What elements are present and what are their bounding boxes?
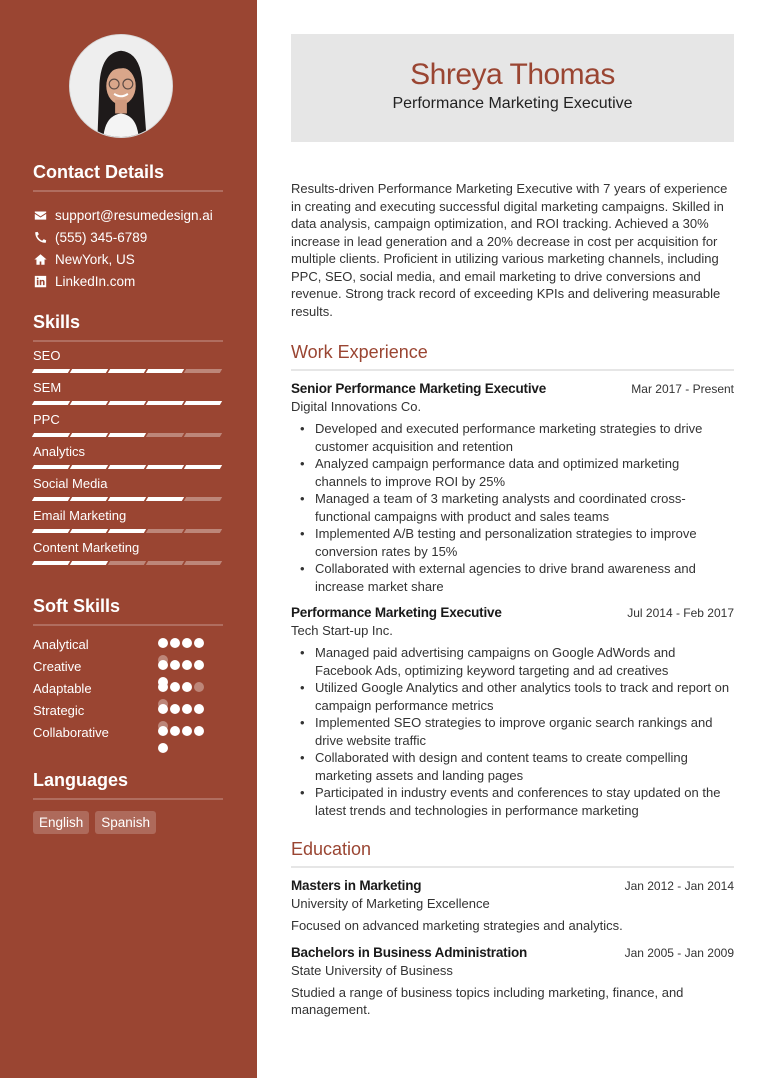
skill-level-segment <box>184 497 222 501</box>
contact-email-text: support@resumedesign.ai <box>55 207 213 223</box>
work-title: Work Experience <box>291 342 734 371</box>
rating-dot <box>158 638 168 648</box>
job-entry <box>291 605 734 819</box>
contact-phone[interactable] <box>33 226 223 248</box>
skill-level-segment <box>32 433 70 437</box>
education-header <box>291 878 734 893</box>
envelope-icon <box>33 208 47 222</box>
skill-level-segment <box>184 433 222 437</box>
rating-dot <box>158 743 168 753</box>
education-title: Education <box>291 839 734 868</box>
education-degree: Masters in Marketing <box>291 878 422 893</box>
skill-level-bar <box>33 465 223 470</box>
job-header <box>291 381 734 396</box>
job-title: Performance Marketing Executive <box>291 605 502 620</box>
soft-skills-list <box>33 634 223 744</box>
contact-title: Contact Details <box>33 162 223 192</box>
skill-level-segment <box>146 401 184 405</box>
education-description: Studied a range of business topics including marketing, finance, and management. <box>291 984 684 1017</box>
skill-item <box>33 348 223 374</box>
skill-level-segment <box>32 529 70 533</box>
soft-skill-item <box>33 656 223 678</box>
summary: Results-driven Performance Marketing Executive with 7 years of experience in creating and executing successful digital marketing campaigns. Skilled in data analysis, campaign optimization, and ROI tracking. Achieved a 30% increase in lead generation and a 20% decrease in cost per acquisition for multiple clients. Proficient in utilizing various marketing channels, including PPC, SEO, social media, and email marketing to drive conversions and revenue. Strong track record of exceeding KPIs and delivering measurable results. <box>291 181 728 319</box>
skill-level-segment <box>108 401 146 405</box>
skill-name: Analytics <box>33 444 86 459</box>
soft-skill-item <box>33 678 223 700</box>
job-bullet: • Implemented SEO strategies to improve organic search rankings and drive website traffic <box>315 714 734 749</box>
rating-dot <box>194 704 204 714</box>
rating-dot <box>182 682 192 692</box>
rating-dot <box>158 682 168 692</box>
skill-name: SEO <box>33 348 61 363</box>
work-section <box>291 342 734 819</box>
education-entry <box>291 878 734 935</box>
job-dates: Jul 2014 - Feb 2017 <box>627 606 734 620</box>
languages-title: Languages <box>33 770 223 800</box>
main-content <box>291 34 734 1019</box>
candidate-name: Shreya Thomas <box>410 58 615 91</box>
rating-dot <box>182 704 192 714</box>
home-icon <box>33 252 47 266</box>
contact-linkedin-text: LinkedIn.com <box>55 273 136 289</box>
job-bullet: • Developed and executed performance marketing strategies to drive customer acquisition and retention <box>315 420 734 455</box>
soft-skill-rating <box>158 726 210 753</box>
education-degree: Bachelors in Business Administration <box>291 944 528 960</box>
soft-skill-name: Analytical <box>33 637 89 652</box>
job-bullet: • Collaborated with design and content teams to create compelling marketing assets and landing pages <box>315 749 734 784</box>
skill-item <box>33 380 223 406</box>
rating-dot <box>182 660 192 670</box>
skill-level-segment <box>108 465 146 469</box>
header <box>291 34 734 142</box>
candidate-title: Performance Marketing Executive <box>392 95 633 112</box>
rating-dot <box>158 726 168 736</box>
linkedin-icon <box>33 274 47 288</box>
skill-level-segment <box>108 433 146 437</box>
contact-location <box>33 248 223 270</box>
education-school: State University of Business <box>291 962 453 978</box>
soft-skill-item <box>33 722 223 744</box>
job-bullet: • Participated in industry events and conferences to stay updated on the latest trends and technologies in performance marketing <box>315 784 734 819</box>
skill-level-segment <box>108 529 146 533</box>
soft-skill-item <box>33 634 223 656</box>
rating-dot <box>194 638 204 648</box>
skill-level-segment <box>146 497 184 501</box>
skill-level-segment <box>70 561 108 565</box>
languages-list <box>33 811 223 834</box>
job-title: Senior Performance Marketing Executive <box>291 381 546 396</box>
skills-title: Skills <box>33 312 223 342</box>
education-school: University of Marketing Excellence <box>291 896 490 911</box>
job-bullet: • Managed paid advertising campaigns on Google AdWords and Facebook Ads, optimizing keyword targeting and ad creatives <box>315 644 734 679</box>
skill-level-segment <box>70 529 108 533</box>
phone-icon <box>33 230 47 244</box>
job-dates: Mar 2017 - Present <box>631 382 734 396</box>
soft-skill-name: Strategic <box>33 703 85 718</box>
skill-level-bar <box>33 561 223 566</box>
skills-list <box>33 348 223 566</box>
contact-email[interactable] <box>33 204 223 226</box>
skill-level-segment <box>184 561 222 565</box>
rating-dot <box>170 660 180 670</box>
sidebar <box>0 0 257 1078</box>
skill-level-segment <box>70 369 108 373</box>
education-list <box>291 878 734 1019</box>
skill-level-bar <box>33 369 223 374</box>
skills-section <box>33 312 223 566</box>
skill-name: SEM <box>33 380 62 395</box>
contact-linkedin[interactable] <box>33 270 223 292</box>
skill-level-segment <box>32 465 70 469</box>
skill-level-segment <box>184 465 222 469</box>
skill-item <box>33 444 223 470</box>
contact-list <box>33 204 223 292</box>
rating-dot <box>158 704 168 714</box>
skill-item <box>33 412 223 438</box>
rating-dot <box>182 726 192 736</box>
rating-dot <box>194 726 204 736</box>
skill-name: Content Marketing <box>33 540 140 555</box>
job-company: Digital Innovations Co. <box>291 399 422 414</box>
skill-level-segment <box>70 433 108 437</box>
soft-skill-name: Creative <box>33 659 82 674</box>
job-entry <box>291 381 734 595</box>
skill-level-segment <box>146 465 184 469</box>
rating-dot <box>158 660 168 670</box>
rating-dot <box>182 638 192 648</box>
skill-level-segment <box>146 433 184 437</box>
skill-level-segment <box>108 497 146 501</box>
skill-item <box>33 540 223 566</box>
education-header <box>291 945 734 960</box>
job-company: Tech Start-up Inc. <box>291 623 393 638</box>
skill-level-segment <box>70 497 108 501</box>
soft-skill-item <box>33 700 223 722</box>
job-bullet: • Collaborated with external agencies to drive brand awareness and increase market share <box>315 560 734 595</box>
skill-level-bar <box>33 401 223 406</box>
rating-dot <box>194 682 204 692</box>
skill-level-segment <box>184 369 222 373</box>
skill-level-bar <box>33 497 223 502</box>
education-dates: Jan 2012 - Jan 2014 <box>624 879 734 893</box>
languages-section <box>33 770 223 834</box>
soft-skills-section <box>33 596 223 744</box>
skill-level-bar <box>33 529 223 534</box>
rating-dot <box>170 726 180 736</box>
education-section <box>291 839 734 1019</box>
soft-skills-title: Soft Skills <box>33 596 223 626</box>
contact-section <box>33 162 223 292</box>
rating-dot <box>170 704 180 714</box>
skill-level-bar <box>33 433 223 438</box>
soft-skill-name: Collaborative <box>33 725 109 740</box>
skill-level-segment <box>146 561 184 565</box>
soft-skill-name: Adaptable <box>33 681 92 696</box>
job-bullets <box>291 420 734 595</box>
skill-level-segment <box>108 561 146 565</box>
education-dates: Jan 2005 - Jan 2009 <box>624 945 734 960</box>
job-bullet: • Implemented A/B testing and personalization strategies to improve conversion rates by 15% <box>315 525 734 560</box>
job-bullet: • Utilized Google Analytics and other analytics tools to track and report on campaign performance metrics <box>315 679 734 714</box>
skill-level-segment <box>184 529 222 533</box>
profile-photo <box>69 34 173 138</box>
rating-dot <box>170 638 180 648</box>
skill-name: Email Marketing <box>33 508 127 523</box>
skill-level-segment <box>108 369 146 373</box>
skill-name: PPC <box>33 412 60 427</box>
skill-level-segment <box>32 401 70 405</box>
skill-level-segment <box>70 465 108 469</box>
skill-level-segment <box>32 497 70 501</box>
contact-location-text: NewYork, US <box>55 251 135 267</box>
job-bullet: • Analyzed campaign performance data and optimized marketing channels to improve ROI by 25% <box>315 455 734 490</box>
job-bullet: • Managed a team of 3 marketing analysts and coordinated cross-functional campaigns with product and sales teams <box>315 490 734 525</box>
skill-level-segment <box>70 401 108 405</box>
education-description: Focused on advanced marketing strategies and analytics. <box>291 918 623 933</box>
jobs-list <box>291 381 734 819</box>
skill-level-segment <box>146 529 184 533</box>
skill-level-segment <box>32 369 70 373</box>
skill-level-segment <box>32 561 70 565</box>
language-tag: English <box>33 811 89 834</box>
skill-level-segment <box>146 369 184 373</box>
job-header <box>291 605 734 620</box>
portrait-image <box>70 35 172 137</box>
skill-name: Social Media <box>33 476 108 491</box>
education-entry <box>291 945 734 1019</box>
skill-level-segment <box>184 401 222 405</box>
job-bullets <box>291 644 734 819</box>
contact-phone-text: (555) 345-6789 <box>55 229 148 245</box>
skill-item <box>33 508 223 534</box>
skill-item <box>33 476 223 502</box>
language-tag: Spanish <box>95 811 156 834</box>
rating-dot <box>194 660 204 670</box>
rating-dot <box>170 682 180 692</box>
